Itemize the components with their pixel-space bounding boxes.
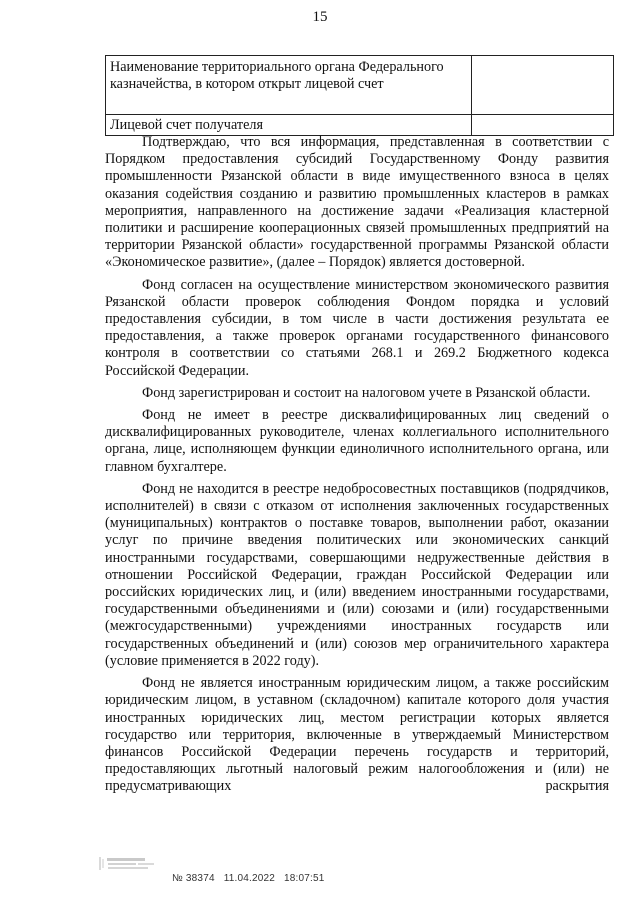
table-cell-value xyxy=(472,56,614,115)
paragraph: Фонд согласен на осуществление министерством экономического развития Рязанской области проверок соблюдения Фондом порядка и условий предоставления субсидии, в том числе в части достижения результата ее предоставления, а также проверок органами государственного финансового контроля в соответствии со статьями 268.1 и 269.2 Бюджетного кодекса Российской Федерации. xyxy=(105,276,609,379)
paragraph: Фонд не находится в реестре недобросовестных поставщиков (подрядчиков, исполнителей) в связи с отказом от исполнения заключенных государственных (муниципальных) контрактов о поставке товаров, выполнении работ, оказании услуг по причине введения политических или экономических санкций иностранными государствами, совершающими недружественные действия в отношении Российской Федерации, граждан Российской Федерации или российских юридических лиц, и (или) введением иностранными государствами, государственными объединениями и (или) союзами и (или) государственными (межгосударственными) учреждениями иностранных государств или государственных объединений и (или) союзов мер ограничительного характера (условие применяется в 2022 году). xyxy=(105,480,609,669)
table-row xyxy=(106,56,614,115)
registration-stamp-icon xyxy=(94,853,166,875)
footer-time: 18:07:51 xyxy=(284,873,325,884)
recipient-info-table xyxy=(105,55,614,136)
paragraph: Фонд не имеет в реестре дисквалифицированных лиц сведений о дисквалифицированных руководителе, членах коллегиального исполнительного органа, лице, исполняющем функции единоличного исполнительного органа, или главном бухгалтере. xyxy=(105,407,609,475)
table-cell-label: Лицевой счет получателя xyxy=(106,115,472,136)
paragraph: Подтверждаю, что вся информация, представленная в соответствии с Порядком предоставления субсидий Государственному Фонду развития промышленности Рязанской области в виде имущественного взноса в целях оказания содействия созданию и развитию промышленных кластеров в рамках мероприятия, направленного на достижение задачи «Реализация кластерной политики и расширение кооперационных связей промышленных предприятий на территории Рязанской области» государственной программы Рязанской области «Экономическое развитие», (далее – Порядок) является достоверной. xyxy=(105,134,609,271)
document-footer xyxy=(172,873,325,884)
page-number: 15 xyxy=(312,9,328,25)
document-body xyxy=(105,134,609,801)
footer-date: 11.04.2022 xyxy=(223,873,276,884)
footer-doc-number: № 38374 xyxy=(172,873,215,884)
table-row xyxy=(106,115,614,136)
table-cell-value xyxy=(472,115,614,136)
paragraph: Фонд зарегистрирован и состоит на налоговом учете в Рязанской области. xyxy=(142,384,591,401)
paragraph: Фонд не является иностранным юридическим лицом, а также российским юридическим лицом, в уставном (складочном) капитале которого доля участия иностранных юридических лиц, местом регистрации которых является государство или территория, включенные в утверждаемый Министерством финансов Российской Федерации перечень государств и территорий, предоставляющих льготный налоговый режим налогообложения и (или) не предусматривающих раскрытия xyxy=(105,675,609,795)
table-cell-label: Наименование территориального органа Федерального казначейства, в котором открыт лицевой счет xyxy=(106,56,472,115)
